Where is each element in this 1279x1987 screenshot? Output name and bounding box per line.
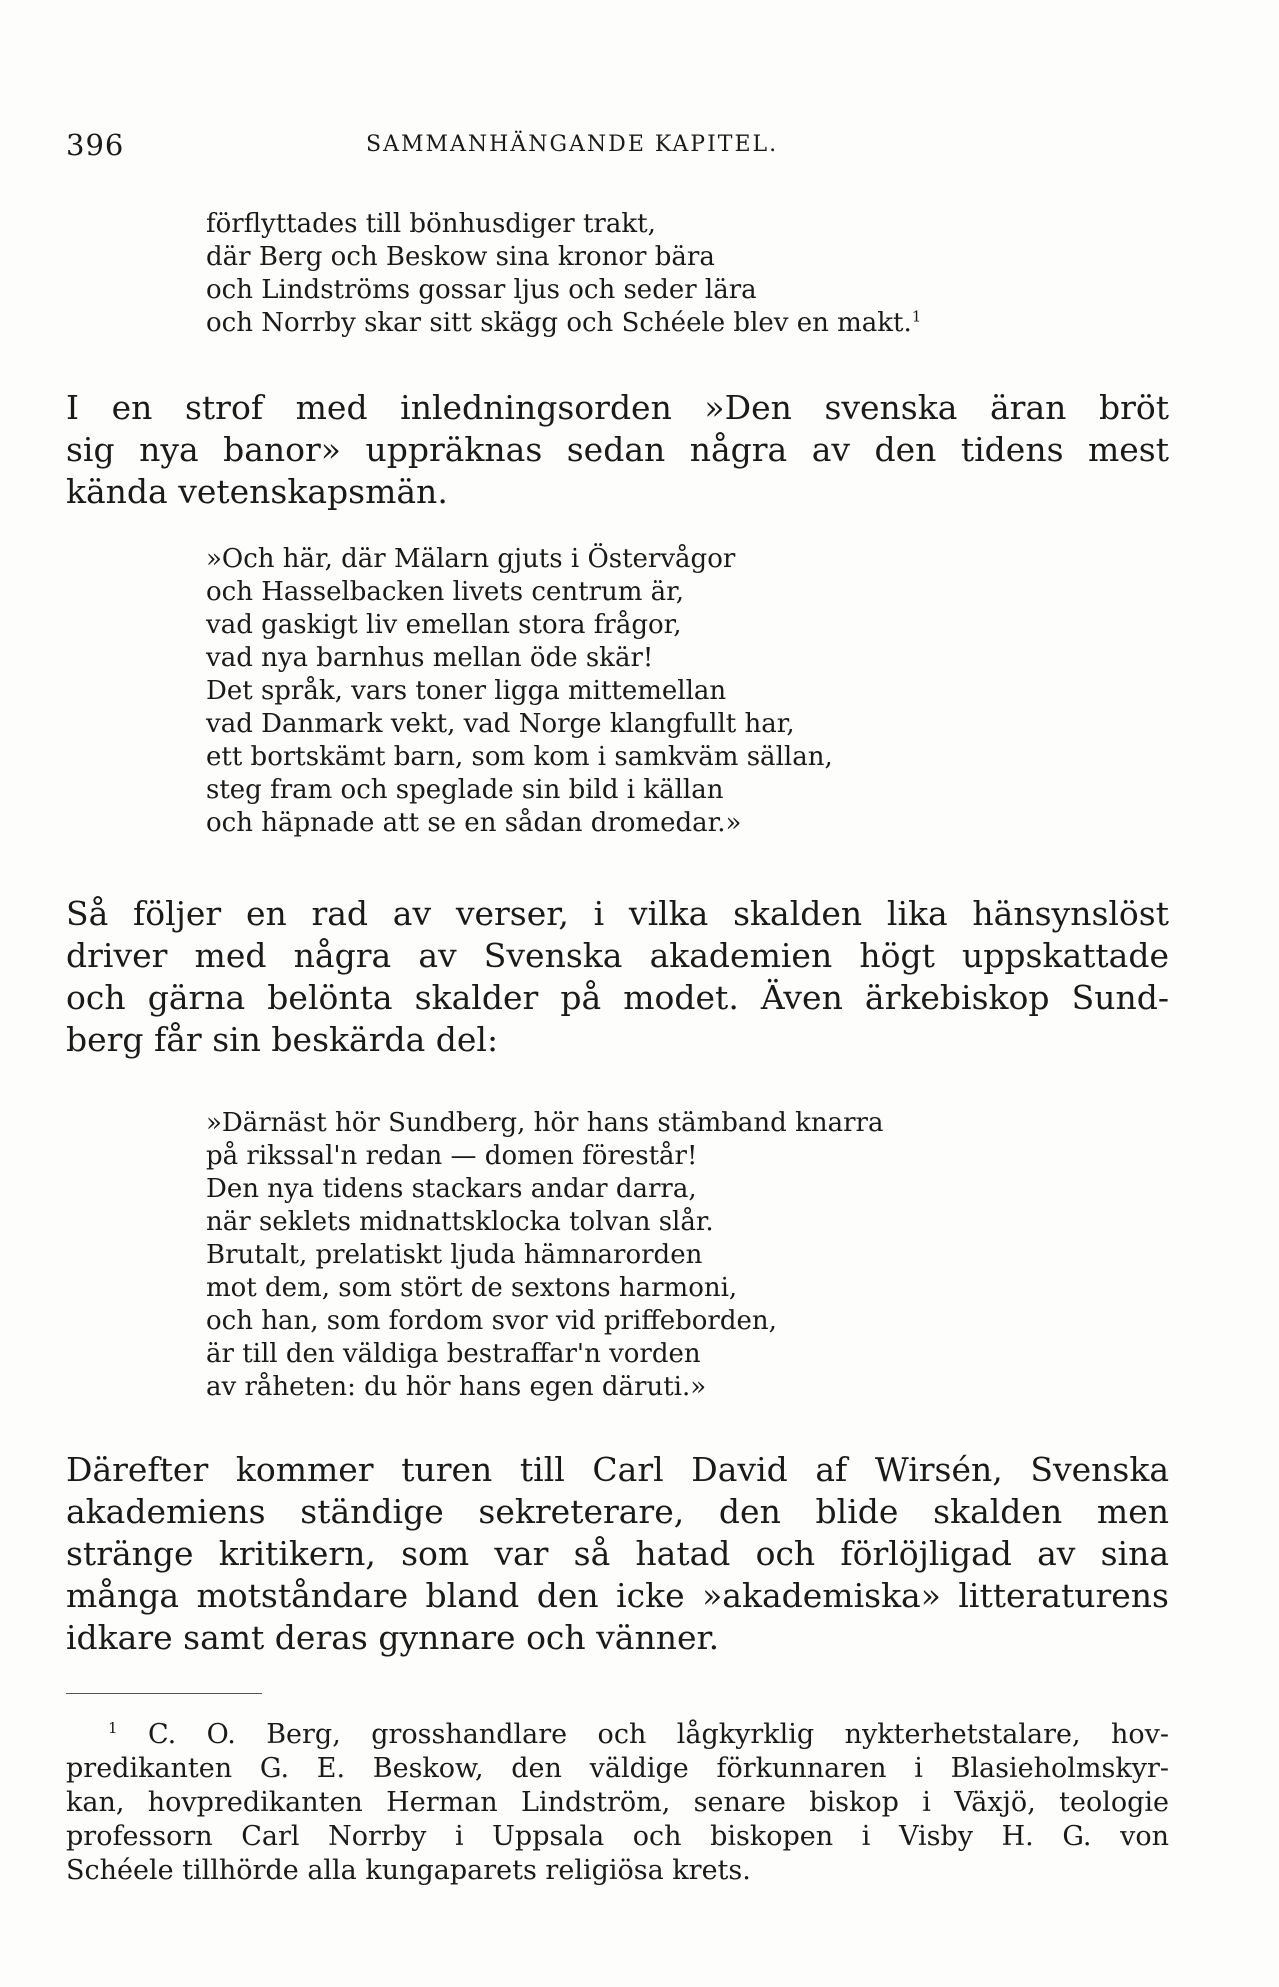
verse-line: Den nya tidens stackars andar darra, <box>206 1174 697 1204</box>
paragraph-line: Därefter kommer turen till Carl David af Wirsén, Svenska <box>66 1450 1169 1489</box>
verse-line <box>206 307 921 340</box>
paragraph-line: driver med några av Svenska akademien högt uppskattade <box>66 936 1169 975</box>
footnote-line: Schéele tillhörde alla kungaparets religiösa krets. <box>66 1855 751 1886</box>
verse-line: och häpnade att se en sådan dromedar.» <box>206 808 742 838</box>
footnote-line-text: C. O. Berg, grosshandlare och lågkyrklig nykterhetstalare, hov- <box>147 1719 1169 1750</box>
verse-line: där Berg och Beskow sina kronor bära <box>206 242 715 272</box>
verse-line: vad Danmark vekt, vad Norge klangfullt har, <box>206 709 795 739</box>
verse-stanza-2 <box>206 543 833 840</box>
footnote-line: kan, hovpredikanten Herman Lindström, senare biskop i Växjö, teologie <box>66 1787 1169 1818</box>
footnote-line: professorn Carl Norrby i Uppsala och biskopen i Visby H. G. von <box>66 1821 1169 1852</box>
paragraph-line: många motståndare bland den icke »akademiska» litteraturens <box>66 1576 1169 1615</box>
paragraph-2 <box>66 893 1169 1061</box>
footnote-reference: 1 <box>911 307 922 326</box>
footnote-divider <box>66 1693 262 1694</box>
verse-line: »Och här, där Mälarn gjuts i Östervågor <box>206 544 736 574</box>
verse-stanza-1 <box>206 208 921 340</box>
verse-line: »Därnäst hör Sundberg, hör hans stämband knarra <box>206 1108 884 1138</box>
verse-line: av råheten: du hör hans egen däruti.» <box>206 1372 707 1402</box>
paragraph-line: stränge kritikern, som var så hatad och förlöjligad av sina <box>66 1534 1169 1573</box>
verse-line: vad nya barnhus mellan öde skär! <box>206 643 654 673</box>
verse-line: och han, som fordom svor vid priffeborden, <box>206 1306 777 1336</box>
verse-line: är till den väldiga bestraffar'n vorden <box>206 1339 701 1369</box>
paragraph-line: Så följer en rad av verser, i vilka skalden lika hänsynslöst <box>66 894 1169 933</box>
verse-line: på rikssal'n redan — domen förestår! <box>206 1141 698 1171</box>
footnote <box>66 1718 1169 1888</box>
paragraph-line: sig nya banor» uppräknas sedan några av den tidens mest <box>66 430 1169 469</box>
verse-line: vad gaskigt liv emellan stora frågor, <box>206 610 682 640</box>
paragraph-line: akademiens ständige sekreterare, den blide skalden men <box>66 1492 1169 1531</box>
paragraph-1 <box>66 387 1169 513</box>
paragraph-line: och gärna belönta skalder på modet. Även ärkebiskop Sund- <box>66 978 1169 1017</box>
verse-stanza-3 <box>206 1107 883 1404</box>
footnote-line <box>66 1718 1169 1752</box>
verse-line-text: och Norrby skar sitt skägg och Schéele blev en makt. <box>206 308 912 338</box>
verse-line: Brutalt, prelatiskt ljuda hämnarorden <box>206 1240 703 1270</box>
verse-line: mot dem, som stört de sextons harmoni, <box>206 1273 738 1303</box>
verse-line: förflyttades till bönhusdiger trakt, <box>206 209 656 239</box>
verse-line: steg fram och speglade sin bild i källan <box>206 775 724 805</box>
running-head: SAMMANHÄNGANDE KAPITEL. <box>366 132 779 157</box>
verse-line: ett bortskämt barn, som kom i samkväm sällan, <box>206 742 833 772</box>
verse-line: och Lindströms gossar ljus och seder lära <box>206 275 757 305</box>
paragraph-line: kända vetenskapsmän. <box>66 472 448 511</box>
page-number: 396 <box>66 128 125 162</box>
footnote-line: predikanten G. E. Beskow, den väldige förkunnaren i Blasieholmskyr- <box>66 1753 1169 1784</box>
paragraph-line: idkare samt deras gynnare och vänner. <box>66 1618 720 1657</box>
paragraph-line: berg får sin beskärda del: <box>66 1020 499 1059</box>
page-header <box>66 128 1169 168</box>
verse-line: när seklets midnattsklocka tolvan slår. <box>206 1207 714 1237</box>
paragraph-line: I en strof med inledningsorden »Den svenska äran bröt <box>66 388 1169 427</box>
paragraph-3 <box>66 1449 1169 1659</box>
verse-line: och Hasselbacken livets centrum är, <box>206 577 684 607</box>
footnote-marker: 1 <box>108 1719 118 1737</box>
verse-line: Det språk, vars toner ligga mittemellan <box>206 676 727 706</box>
